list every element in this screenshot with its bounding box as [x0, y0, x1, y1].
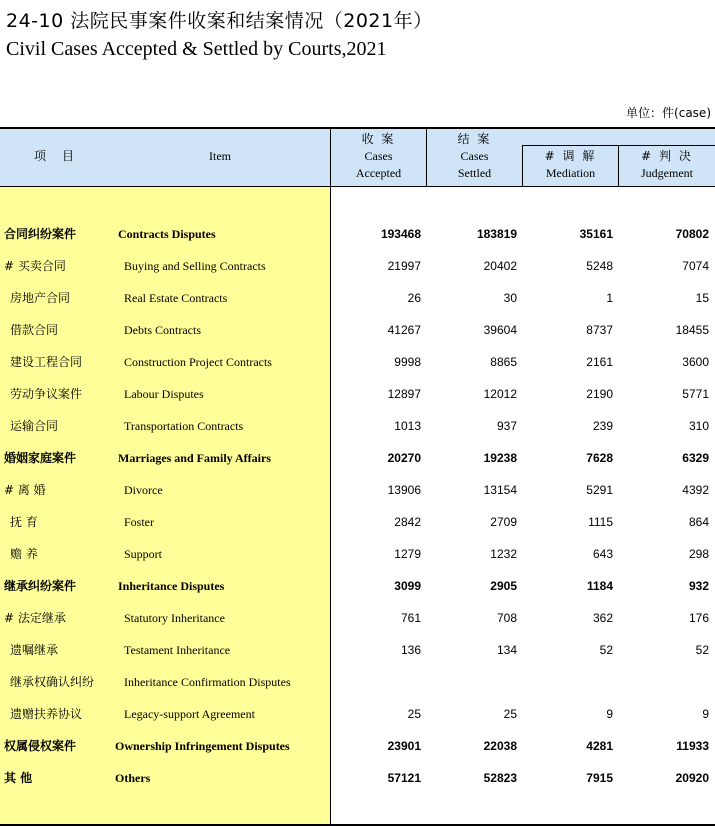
cell-mediation: 7628: [586, 451, 613, 465]
cell-accepted: 25: [407, 707, 421, 721]
item-name-en: Inheritance Confirmation Disputes: [124, 675, 291, 689]
cell-accepted: 57121: [387, 771, 421, 785]
item-name-en: Legacy-support Agreement: [124, 707, 255, 721]
table-row: [0, 282, 715, 314]
cell-settled: 2709: [490, 515, 517, 529]
header-judgement: # 判 决 Judgement: [641, 149, 693, 180]
table-row: [0, 730, 715, 762]
cell-judgement: 3600: [682, 355, 709, 369]
item-name-en: Transportation Contracts: [124, 419, 244, 433]
cell-settled: 2905: [490, 579, 517, 593]
cell-judgement: 15: [695, 291, 709, 305]
item-name-en: Foster: [124, 515, 154, 529]
cell-settled: 39604: [483, 323, 517, 337]
cell-settled: 708: [496, 611, 517, 625]
table-row: [0, 442, 715, 474]
item-name-cn: 遗赠扶养协议: [10, 707, 83, 721]
table-row: [0, 698, 715, 730]
header-accepted: 收 案 Cases Accepted: [355, 132, 402, 180]
table-row: [0, 346, 715, 378]
cell-mediation: 35161: [579, 227, 613, 241]
item-name-cn: 婚姻家庭案件: [4, 451, 77, 465]
cell-settled: 22038: [483, 739, 517, 753]
cell-settled: 13154: [483, 483, 517, 497]
cell-judgement: 70802: [675, 227, 709, 241]
item-name-en: Divorce: [124, 483, 163, 497]
cell-accepted: 1013: [394, 419, 421, 433]
cell-accepted: 1279: [394, 547, 421, 561]
cell-accepted: 3099: [394, 579, 421, 593]
table-row: [0, 250, 715, 282]
item-name-cn: 合同纠纷案件: [4, 227, 77, 241]
item-name-cn: 继承纠纷案件: [4, 579, 77, 593]
item-name-en: Statutory Inheritance: [124, 611, 225, 625]
cell-accepted: 2842: [394, 515, 421, 529]
cell-judgement: 298: [688, 547, 709, 561]
unit-label: 单位：件(case): [626, 106, 711, 120]
table-top-rule: [0, 127, 715, 129]
page-title-cn: 24-10 法院民事案件收案和结案情况（2021年）: [6, 10, 433, 32]
cell-accepted: 13906: [387, 483, 421, 497]
item-name-en: Testament Inheritance: [124, 643, 231, 657]
cell-mediation: 5291: [586, 483, 613, 497]
cell-judgement: 176: [688, 611, 709, 625]
cell-accepted: 136: [400, 643, 421, 657]
item-name-cn: 赡 养: [10, 547, 38, 561]
cell-settled: 937: [496, 419, 517, 433]
table-row: [0, 378, 715, 410]
cell-judgement: 7074: [682, 259, 709, 273]
cell-mediation: 9: [606, 707, 613, 721]
cell-accepted: 20270: [387, 451, 421, 465]
header-subgroup-rule: [522, 145, 715, 146]
table-row: [0, 538, 715, 570]
cell-mediation: 362: [592, 611, 613, 625]
item-name-cn: # 离 婚: [4, 483, 46, 497]
table-row: [0, 506, 715, 538]
cell-accepted: 26: [407, 291, 421, 305]
cell-mediation: 1184: [586, 579, 613, 593]
cell-judgement: 18455: [675, 323, 709, 337]
cell-judgement: 6329: [682, 451, 709, 465]
header-settled: 结 案 Cases Settled: [457, 132, 492, 180]
cell-mediation: 239: [592, 419, 613, 433]
item-name-en: Ownership Infringement Disputes: [115, 739, 290, 753]
cell-mediation: 643: [592, 547, 613, 561]
table-row: [0, 410, 715, 442]
cell-mediation: 1: [606, 291, 613, 305]
header-bottom-rule: [0, 186, 715, 187]
item-name-cn: 权属侵权案件: [4, 739, 77, 753]
item-name-cn: 遗嘱继承: [10, 643, 59, 657]
cell-mediation: 52: [599, 643, 613, 657]
item-name-en: Debts Contracts: [124, 323, 201, 337]
item-name-cn: 房地产合同: [10, 291, 71, 305]
cell-mediation: 8737: [586, 323, 613, 337]
cell-settled: 8865: [490, 355, 517, 369]
cell-settled: 20402: [483, 259, 517, 273]
item-name-cn: 其 他: [4, 771, 33, 785]
cell-judgement: 11933: [676, 739, 709, 753]
item-name-cn: 继承权确认纠纷: [10, 675, 95, 689]
item-name-en: Inheritance Disputes: [118, 579, 225, 593]
table-row: [0, 570, 715, 602]
item-name-en: Labour Disputes: [124, 387, 204, 401]
cell-settled: 52823: [483, 771, 517, 785]
item-name-en: Support: [124, 547, 163, 561]
cell-mediation: 2161: [586, 355, 613, 369]
cell-judgement: 52: [695, 643, 709, 657]
cell-settled: 183819: [476, 227, 517, 241]
header-mediation: # 调 解 Mediation: [544, 149, 597, 180]
table-row: [0, 634, 715, 666]
item-name-en: Buying and Selling Contracts: [124, 259, 266, 273]
header-item-cn: 项 目: [33, 149, 76, 163]
item-name-cn: 借款合同: [10, 323, 59, 337]
cell-settled: 30: [503, 291, 517, 305]
cell-judgement: 864: [688, 515, 709, 529]
cell-accepted: 761: [400, 611, 421, 625]
header-item-en: Item: [209, 149, 231, 163]
cell-judgement: 20920: [675, 771, 709, 785]
cell-mediation: 1115: [588, 515, 613, 529]
item-name-en: Contracts Disputes: [118, 227, 216, 241]
table-row: [0, 762, 715, 794]
cell-accepted: 23901: [387, 739, 421, 753]
cell-judgement: 4392: [682, 483, 709, 497]
cell-accepted: 12897: [387, 387, 421, 401]
cell-judgement: 5771: [682, 387, 709, 401]
cell-accepted: 41267: [387, 323, 421, 337]
item-name-cn: # 法定继承: [4, 611, 66, 625]
item-name-en: Marriages and Family Affairs: [118, 451, 271, 465]
cell-settled: 19238: [483, 451, 517, 465]
cell-accepted: 193468: [380, 227, 421, 241]
cell-settled: 1232: [490, 547, 517, 561]
item-name-cn: 建设工程合同: [10, 355, 83, 369]
item-name-cn: # 买卖合同: [4, 259, 66, 273]
cell-mediation: 4281: [586, 739, 613, 753]
cell-mediation: 2190: [586, 387, 613, 401]
page-title-en: Civil Cases Accepted & Settled by Courts,2021: [6, 38, 387, 60]
table-row: [0, 602, 715, 634]
cell-judgement: 9: [702, 707, 709, 721]
table-row: [0, 666, 715, 698]
cell-accepted: 9998: [394, 355, 421, 369]
item-name-en: Real Estate Contracts: [124, 291, 228, 305]
cell-settled: 12012: [483, 387, 517, 401]
item-name-en: Construction Project Contracts: [124, 355, 272, 369]
cell-accepted: 21997: [387, 259, 421, 273]
item-name-cn: 抚 育: [10, 515, 38, 529]
cell-judgement: 310: [688, 419, 709, 433]
cell-mediation: 7915: [586, 771, 613, 785]
item-name-cn: 劳动争议案件: [10, 387, 83, 401]
table-row: [0, 218, 715, 250]
cell-mediation: 5248: [586, 259, 613, 273]
cell-judgement: 932: [688, 579, 709, 593]
table-row: [0, 314, 715, 346]
cell-settled: 134: [496, 643, 517, 657]
cell-settled: 25: [503, 707, 517, 721]
item-name-cn: 运输合同: [10, 419, 59, 433]
table-row: [0, 474, 715, 506]
civil-cases-table: [0, 127, 715, 826]
item-name-en: Others: [115, 771, 151, 785]
